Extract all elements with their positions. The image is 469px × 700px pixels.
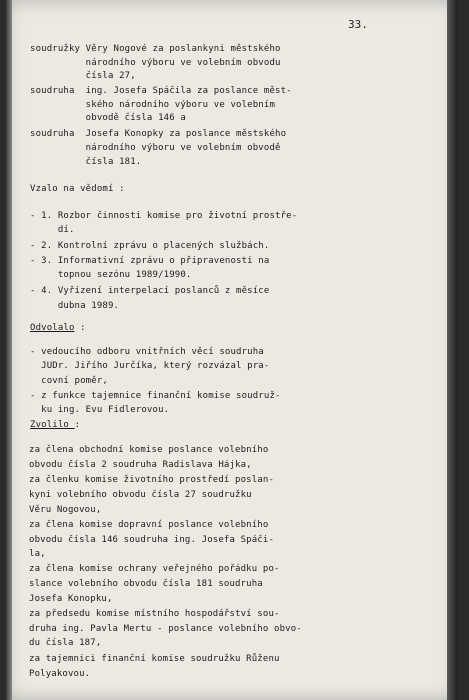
text-line: soudružky Věry Nogové za poslankyni městského — [30, 44, 281, 54]
text-line: slance volebního obvodu čísla 181 soudruha — [29, 579, 263, 589]
text-line: za předsedu komise místního hospodářství sou- — [29, 609, 280, 619]
text-line: za členku komise životního prostředí poslan- — [29, 475, 275, 485]
text-line: dí. — [30, 225, 75, 235]
text-line: Polyakovou. — [29, 669, 91, 679]
text-line: za tajemnici finanční komise soudružku Růženu — [29, 654, 280, 664]
text-line: - 2. Kontrolní zprávu o placených službách. — [30, 241, 270, 251]
text-line: Věru Nogovou, — [29, 505, 102, 515]
text-line: za člena komise ochrany veřejného pořádku po- — [29, 564, 280, 574]
text-line: Zvolilo : — [30, 420, 81, 430]
text-line: obvodu čísla 2 soudruha Radislava Hájka, — [29, 460, 252, 470]
text-line: - 1. Rozbor činnosti komise pro životní prostře- — [30, 211, 298, 221]
text-line: la, — [29, 549, 46, 559]
text-line: druha ing. Pavla Mertu - poslance volebního obvo- — [29, 624, 302, 634]
text-line: covní poměr, — [30, 376, 108, 386]
text-line: obvodu čísla 146 soudruha ing. Josefa Spáči- — [29, 535, 275, 545]
text-line: čísla 27, — [30, 71, 136, 81]
document-page — [6, 0, 458, 700]
text-line: soudruha Josefa Konopky za poslance městského — [30, 129, 287, 139]
text-line: národního výboru ve volebním obvodu — [30, 58, 281, 68]
text-line: kyni volebního obvodu čísla 27 soudružku — [29, 490, 252, 500]
text-line: - z funkce tajemnice finanční komise soudruž- — [30, 391, 281, 401]
text-line: - vedoucího odboru vnitřních věcí soudruha — [30, 347, 264, 357]
text-line: ku ing. Evu Fidlerovou. — [30, 405, 170, 415]
text-line: ského národního výboru ve volebním — [30, 100, 276, 110]
scan-right-edge — [447, 0, 458, 700]
text-line: obvodě čísla 146 a — [30, 113, 186, 123]
text-line: čísla 181. — [30, 157, 142, 167]
text-line: Josefa Konopku, — [29, 594, 113, 604]
text-line: JUDr. Jiřího Jurčíka, který rozvázal pra- — [30, 361, 270, 371]
text-line: za člena obchodní komise poslance volebního — [29, 445, 269, 455]
text-line: du čísla 187, — [29, 638, 102, 648]
text-line: Odvolalo : — [30, 323, 86, 333]
text-line: topnou sezónu 1989/1990. — [30, 270, 192, 280]
text-line: - 3. Informativní zprávu o připravenosti na — [30, 256, 270, 266]
text-line: Vzalo na vědomí : — [30, 184, 125, 194]
text-line: národního výboru ve volebním obvodě — [30, 143, 281, 153]
scan-left-edge — [6, 0, 12, 700]
text-line: za člena komise dopravní poslance volebního — [29, 520, 269, 530]
text-line: dubna 1989. — [30, 301, 120, 311]
page-number: 33. — [348, 18, 368, 31]
text-line: soudruha ing. Josefa Spáčila za poslance měst- — [30, 86, 292, 96]
text-line: - 4. Vyřízení interpelací poslanců z měsíce — [30, 286, 270, 296]
